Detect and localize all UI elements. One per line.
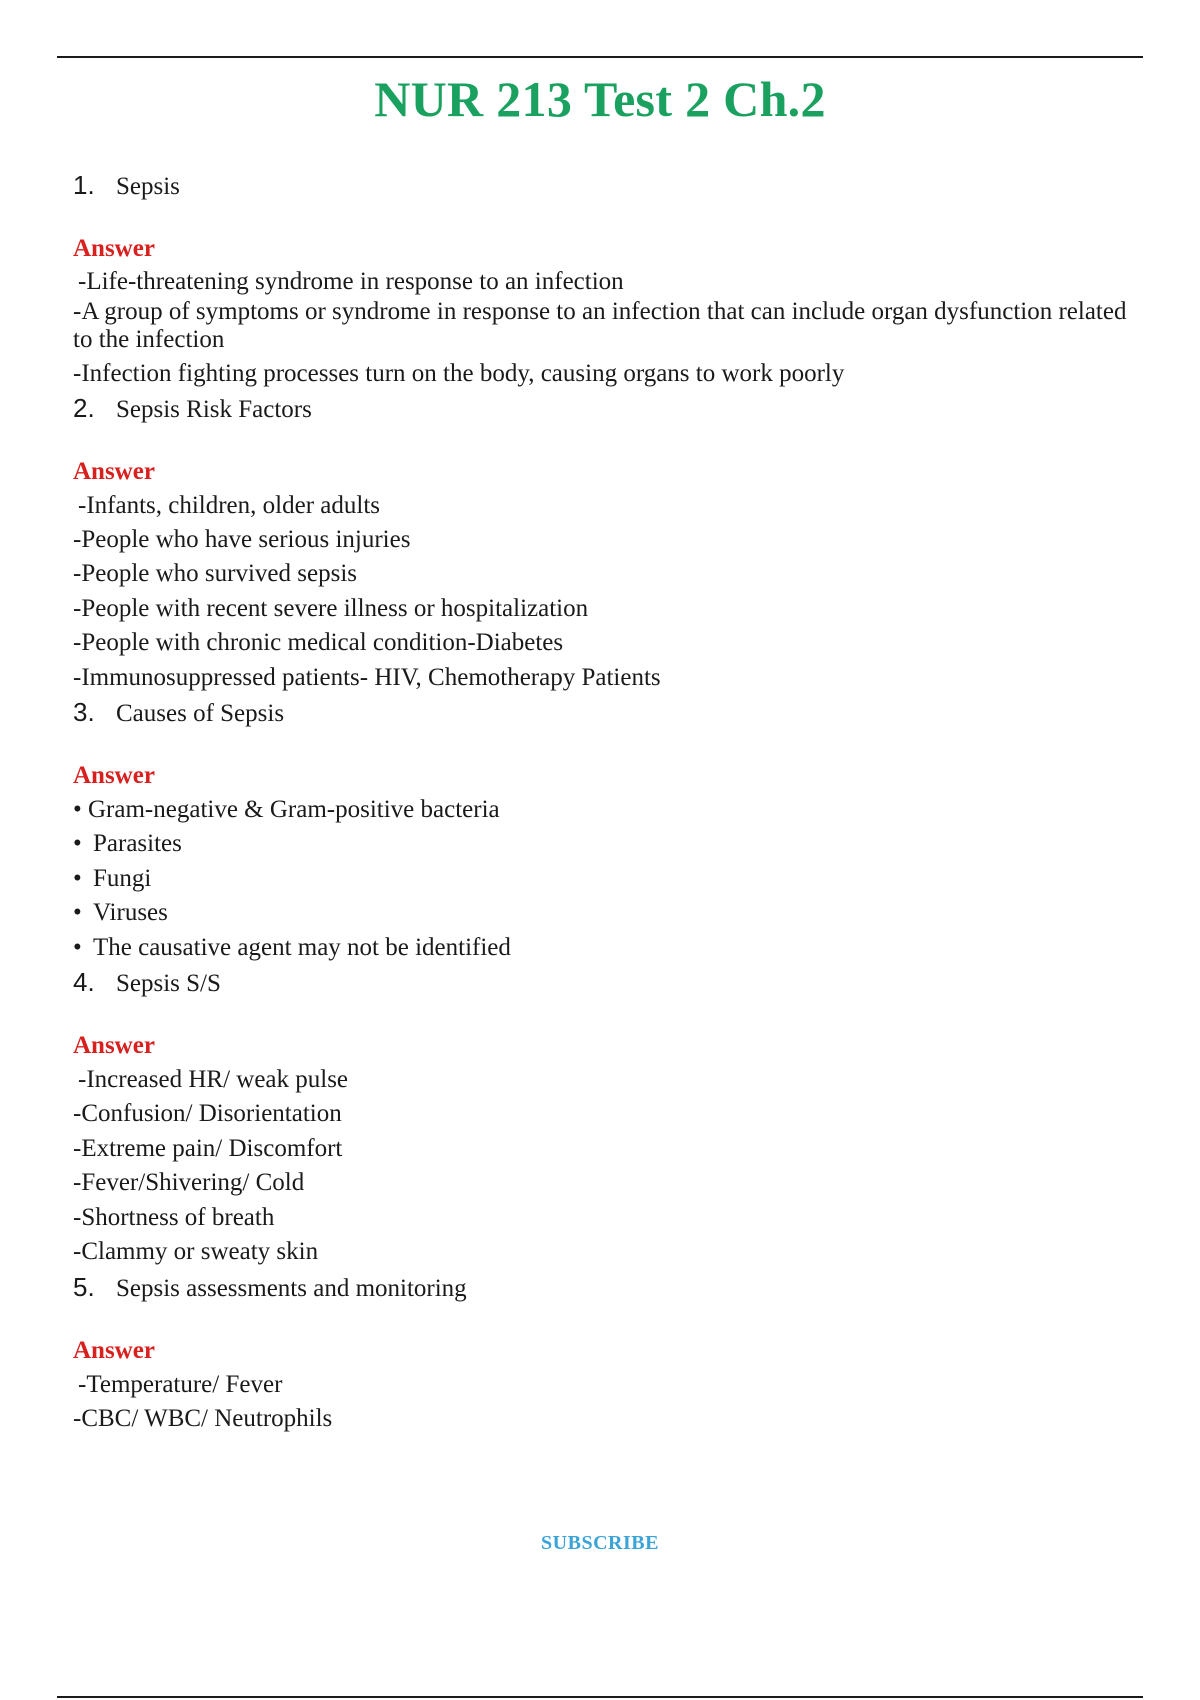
answer-line: -Extreme pain/ Discomfort (73, 1134, 343, 1162)
answer-line-text: Parasites (93, 830, 182, 858)
answer-lines (73, 266, 1143, 391)
answer-line (73, 931, 1143, 965)
bullet-icon: • (73, 864, 82, 892)
bullet-icon: • (73, 933, 82, 961)
answer-line: -Confusion/ Disorientation (73, 1100, 342, 1128)
answer-line-text: Gram-negative & Gram-positive bacteria (88, 796, 500, 824)
question-text: Causes of Sepsis (116, 700, 285, 728)
answer-line-text: Viruses (93, 899, 168, 927)
answer-label: Answer (73, 1336, 155, 1364)
question-number: 3. (73, 697, 95, 728)
answer-line: -People with chronic medical condition-Diabetes (73, 629, 564, 657)
question-heading (73, 965, 1143, 999)
question-text: Sepsis (116, 173, 180, 200)
answer-lines (73, 1368, 1143, 1437)
question-item (73, 965, 1143, 1269)
answer-label: Answer (73, 1032, 155, 1060)
bottom-divider (57, 1696, 1143, 1698)
question-item (73, 1270, 1143, 1437)
answer-block (73, 759, 1143, 965)
question-heading (73, 695, 1143, 729)
bullet-icon: • (73, 796, 82, 824)
question-text: Sepsis assessments and monitoring (116, 1274, 467, 1302)
answer-line: -Infants, children, older adults (78, 491, 380, 519)
question-number: 4. (73, 967, 95, 998)
answer-lines (73, 489, 1143, 695)
answer-block (73, 455, 1143, 695)
answer-line: -People who have serious injuries (73, 526, 411, 553)
answer-label: Answer (73, 457, 155, 485)
answer-line: -Life-threatening syndrome in response to an infection (78, 268, 624, 295)
question-heading (73, 168, 1143, 202)
answer-line: -Clammy or sweaty skin (73, 1238, 319, 1266)
question-heading (73, 1270, 1143, 1304)
answer-line: -Fever/Shivering/ Cold (73, 1169, 305, 1197)
question-item (73, 695, 1143, 965)
answer-line-text: The causative agent may not be identified (93, 933, 511, 961)
answer-block (73, 1334, 1143, 1437)
question-number: 2. (73, 392, 95, 423)
question-text: Sepsis S/S (116, 970, 221, 998)
bullet-icon: • (73, 830, 82, 858)
answer-block (73, 1029, 1143, 1269)
answer-line (73, 896, 1143, 930)
question-item (73, 168, 1143, 391)
answer-line: -CBC/ WBC/ Neutrophils (73, 1404, 333, 1432)
subscribe-link[interactable]: SUBSCRIBE (541, 1532, 659, 1554)
question-heading (73, 391, 1143, 425)
answer-line (73, 827, 1143, 861)
answer-line: -A group of symptoms or syndrome in response to an infection that can include organ dysfunction related to the infection (73, 298, 1127, 354)
answer-label: Answer (73, 762, 155, 790)
answer-label: Answer (73, 235, 155, 262)
bullet-icon: • (73, 899, 82, 927)
answer-line-text: Fungi (93, 864, 152, 892)
document-title: NUR 213 Test 2 Ch.2 (374, 71, 826, 127)
question-list (73, 168, 1143, 1436)
answer-line: -People with recent severe illness or hospitalization (73, 594, 589, 622)
answer-line: -People who survived sepsis (73, 560, 357, 588)
answer-lines (73, 1063, 1143, 1269)
question-number: 1. (73, 170, 95, 200)
answer-line: -Increased HR/ weak pulse (78, 1066, 349, 1094)
question-text: Sepsis Risk Factors (116, 395, 312, 423)
answer-lines (73, 793, 1143, 965)
answer-line: -Immunosuppressed patients- HIV, Chemotherapy Patients (73, 663, 661, 691)
answer-line (73, 862, 1143, 896)
answer-line: -Shortness of breath (73, 1203, 275, 1231)
answer-line: -Infection fighting processes turn on the body, causing organs to work poorly (73, 360, 845, 388)
answer-block (73, 232, 1143, 391)
answer-line: -Temperature/ Fever (78, 1370, 283, 1398)
top-divider (57, 56, 1143, 58)
question-number: 5. (73, 1271, 95, 1302)
answer-line (73, 793, 1143, 827)
question-item (73, 391, 1143, 695)
